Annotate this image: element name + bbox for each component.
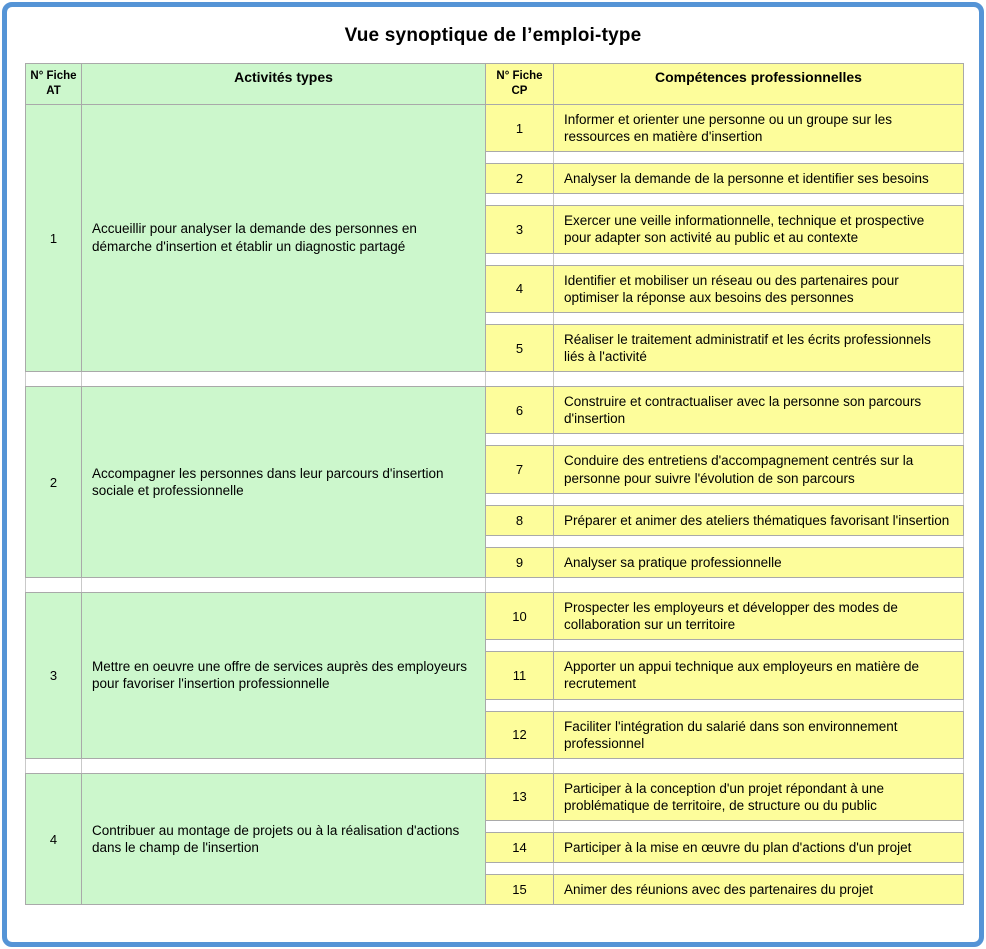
group-spacer-row: [26, 758, 964, 773]
competency-number: 9: [486, 547, 554, 577]
competency-label: Réaliser le traitement administratif et les écrits professionnels liés à l'activité: [554, 324, 964, 371]
spacer-cell: [554, 577, 964, 592]
gap-cell: [486, 493, 554, 505]
gap-cell: [554, 535, 964, 547]
competency-number: 10: [486, 592, 554, 639]
spacer-cell: [554, 372, 964, 387]
gap-cell: [554, 194, 964, 206]
spacer-cell: [26, 577, 82, 592]
spacer-cell: [26, 372, 82, 387]
gap-cell: [554, 863, 964, 875]
competency-label: Participer à la conception d'un projet répondant à une problématique de territoire, de structure ou du public: [554, 773, 964, 820]
gap-cell: [554, 699, 964, 711]
competency-row: [26, 387, 964, 434]
competency-label: Préparer et animer des ateliers thématiques favorisant l'insertion: [554, 505, 964, 535]
competency-number: 15: [486, 875, 554, 905]
spacer-cell: [82, 758, 486, 773]
activity-label: Mettre en oeuvre une offre de services auprès des employeurs pour favoriser l'insertion professionnelle: [82, 592, 486, 758]
activity-number: 3: [26, 592, 82, 758]
spacer-cell: [82, 577, 486, 592]
competency-label: Conduire des entretiens d'accompagnement centrés sur la personne pour suivre l'évolution de son parcours: [554, 446, 964, 493]
gap-cell: [486, 821, 554, 833]
gap-cell: [554, 152, 964, 164]
gap-cell: [554, 312, 964, 324]
synoptic-table: [25, 63, 964, 905]
competency-label: Prospecter les employeurs et développer des modes de collaboration sur un territoire: [554, 592, 964, 639]
activity-label: Contribuer au montage de projets ou à la réalisation d'actions dans le champ de l'insertion: [82, 773, 486, 905]
page-title: Vue synoptique de l’emploi-type: [344, 25, 642, 46]
competency-label: Informer et orienter une personne ou un groupe sur les ressources en matière d'insertion: [554, 104, 964, 151]
competency-row: [26, 592, 964, 639]
competency-number: 14: [486, 833, 554, 863]
gap-cell: [486, 194, 554, 206]
header-at-number: N° Fiche AT: [26, 64, 82, 105]
header-row: [26, 64, 964, 105]
spacer-cell: [486, 577, 554, 592]
competency-label: Identifier et mobiliser un réseau ou des partenaires pour optimiser la réponse aux besoins des personnes: [554, 265, 964, 312]
activity-number: 2: [26, 387, 82, 578]
competency-label: Faciliter l'intégration du salarié dans son environnement professionnel: [554, 711, 964, 758]
competency-number: 11: [486, 652, 554, 699]
competency-label: Apporter un appui technique aux employeurs en matière de recrutement: [554, 652, 964, 699]
gap-cell: [554, 821, 964, 833]
spacer-cell: [554, 758, 964, 773]
competency-row: [26, 773, 964, 820]
competency-number: 1: [486, 104, 554, 151]
competency-label: Analyser la demande de la personne et identifier ses besoins: [554, 164, 964, 194]
competency-number: 3: [486, 206, 554, 253]
gap-cell: [486, 152, 554, 164]
competency-label: Participer à la mise en œuvre du plan d'actions d'un projet: [554, 833, 964, 863]
competency-label: Construire et contractualiser avec la personne son parcours d'insertion: [554, 387, 964, 434]
gap-cell: [486, 434, 554, 446]
gap-cell: [486, 863, 554, 875]
competency-number: 2: [486, 164, 554, 194]
spacer-cell: [26, 758, 82, 773]
header-competencies: Compétences professionnelles: [554, 64, 964, 105]
activity-number: 1: [26, 104, 82, 371]
gap-cell: [486, 535, 554, 547]
gap-cell: [554, 434, 964, 446]
competency-number: 5: [486, 324, 554, 371]
gap-cell: [486, 640, 554, 652]
header-cp-number: N° Fiche CP: [486, 64, 554, 105]
gap-cell: [554, 253, 964, 265]
competency-label: Exercer une veille informationnelle, technique et prospective pour adapter son activité au public et au contexte: [554, 206, 964, 253]
activity-label: Accompagner les personnes dans leur parcours d'insertion sociale et professionnelle: [82, 387, 486, 578]
competency-number: 13: [486, 773, 554, 820]
gap-cell: [486, 253, 554, 265]
activity-number: 4: [26, 773, 82, 905]
competency-number: 6: [486, 387, 554, 434]
gap-cell: [554, 493, 964, 505]
spacer-cell: [82, 372, 486, 387]
competency-number: 12: [486, 711, 554, 758]
group-spacer-row: [26, 577, 964, 592]
competency-number: 8: [486, 505, 554, 535]
gap-cell: [486, 699, 554, 711]
competency-label: Analyser sa pratique professionnelle: [554, 547, 964, 577]
activity-label: Accueillir pour analyser la demande des personnes en démarche d'insertion et établir un diagnostic partagé: [82, 104, 486, 371]
header-activities: Activités types: [82, 64, 486, 105]
group-spacer-row: [26, 372, 964, 387]
competency-row: [26, 104, 964, 151]
competency-number: 7: [486, 446, 554, 493]
spacer-cell: [486, 758, 554, 773]
gap-cell: [554, 640, 964, 652]
gap-cell: [486, 312, 554, 324]
spacer-cell: [486, 372, 554, 387]
page-frame: [2, 2, 984, 947]
competency-label: Animer des réunions avec des partenaires du projet: [554, 875, 964, 905]
competency-number: 4: [486, 265, 554, 312]
